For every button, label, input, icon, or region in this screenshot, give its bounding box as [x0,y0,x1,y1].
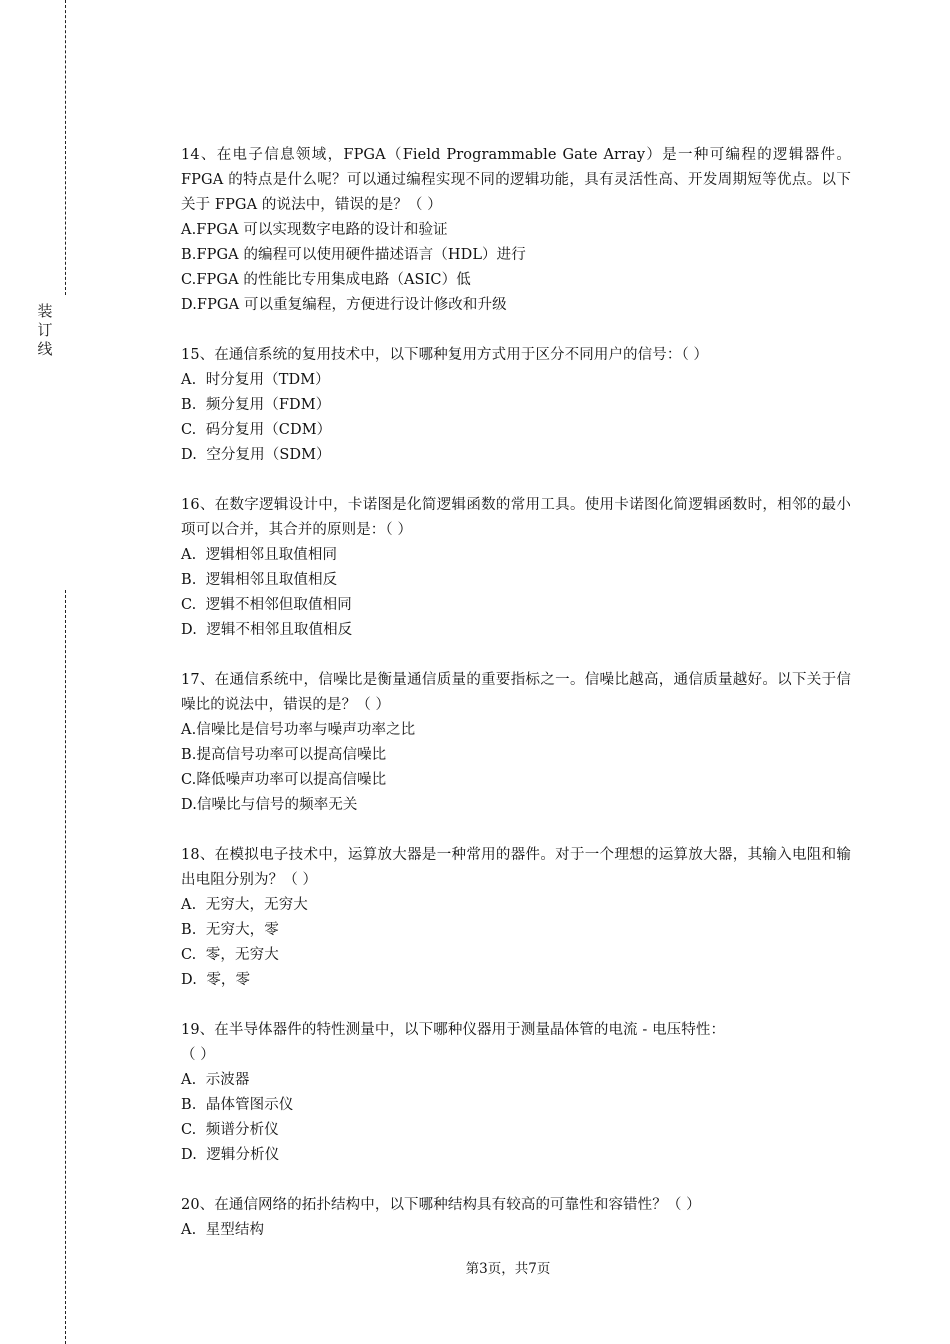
question-17 [181,668,851,818]
option-c: C. 逻辑不相邻但取值相同 [181,597,352,613]
option-d: D. 逻辑分析仪 [181,1147,280,1163]
binding-label-char: 订 [37,321,53,339]
option-a: A. 星型结构 [181,1222,265,1238]
option-b: B. 频分复用（FDM） [181,397,331,413]
question-stem: 16、在数字逻辑设计中，卡诺图是化简逻辑函数的常用工具。使用卡诺图化简逻辑函数时，相邻的最小项可以合并，其合并的原则是：（ ） [181,497,851,538]
question-stem: 20、在通信网络的拓扑结构中，以下哪种结构具有较高的可靠性和容错性？（ ） [181,1197,701,1213]
option-b: B.提高信号功率可以提高信噪比 [181,747,387,763]
option-b: B. 逻辑相邻且取值相反 [181,572,338,588]
question-stem: 18、在模拟电子技术中，运算放大器是一种常用的器件。对于一个理想的运算放大器，其输入电阻和输出电阻分别为？（ ） [181,847,851,888]
option-b: B.FPGA 的编程可以使用硬件描述语言（HDL）进行 [181,247,526,263]
option-a: A.信噪比是信号功率与噪声功率之比 [181,722,416,738]
option-c: C.降低噪声功率可以提高信噪比 [181,772,387,788]
option-a: A.FPGA 可以实现数字电路的设计和验证 [181,222,448,238]
option-d: D. 零，零 [181,972,251,988]
binding-label-char: 装 [37,302,53,320]
question-stem-line2: （ ） [181,1047,215,1063]
question-stem: 19、在半导体器件的特性测量中，以下哪种仪器用于测量晶体管的电流 - 电压特性： [181,1022,726,1038]
option-d: D.信噪比与信号的频率无关 [181,797,358,813]
option-c: C. 零，无穷大 [181,947,279,963]
question-14 [181,143,851,318]
page-number: 第3页，共7页 [465,1261,551,1277]
option-d: D.FPGA 可以重复编程，方便进行设计修改和升级 [181,297,507,313]
question-16 [181,493,851,643]
option-a: A. 时分复用（TDM） [181,372,330,388]
question-18 [181,843,851,993]
option-d: D. 空分复用（SDM） [181,447,331,463]
binding-label-char: 线 [37,340,53,358]
option-d: D. 逻辑不相邻且取值相反 [181,622,353,638]
binding-dashed-line-top [65,0,66,295]
option-b: B. 晶体管图示仪 [181,1097,294,1113]
binding-dashed-line-bottom [65,590,66,1344]
question-stem: 17、在通信系统中，信噪比是衡量通信质量的重要指标之一。信噪比越高，通信质量越好。以下关于信噪比的说法中，错误的是？（ ） [181,672,851,713]
option-a: A. 逻辑相邻且取值相同 [181,547,338,563]
option-c: C. 码分复用（CDM） [181,422,332,438]
option-b: B. 无穷大，零 [181,922,279,938]
option-c: C. 频谱分析仪 [181,1122,279,1138]
option-a: A. 示波器 [181,1072,250,1088]
question-15 [181,343,851,468]
question-19 [181,1018,851,1168]
exam-content [181,143,851,1268]
page-footer [0,1257,950,1277]
question-stem: 14、在电子信息领域，FPGA（Field Programmable Gate Array）是一种可编程的逻辑器件。FPGA 的特点是什么呢？可以通过编程实现不同的逻辑功能，具有灵活性高、开发周期短等优点。以下关于 FPGA 的说法中，错误的是？（ ） [181,147,851,213]
question-20 [181,1193,851,1243]
question-stem: 15、在通信系统的复用技术中，以下哪种复用方式用于区分不同用户的信号：（ ） [181,347,709,363]
binding-line-label [37,302,53,359]
option-c: C.FPGA 的性能比专用集成电路（ASIC）低 [181,272,471,288]
option-a: A. 无穷大，无穷大 [181,897,308,913]
